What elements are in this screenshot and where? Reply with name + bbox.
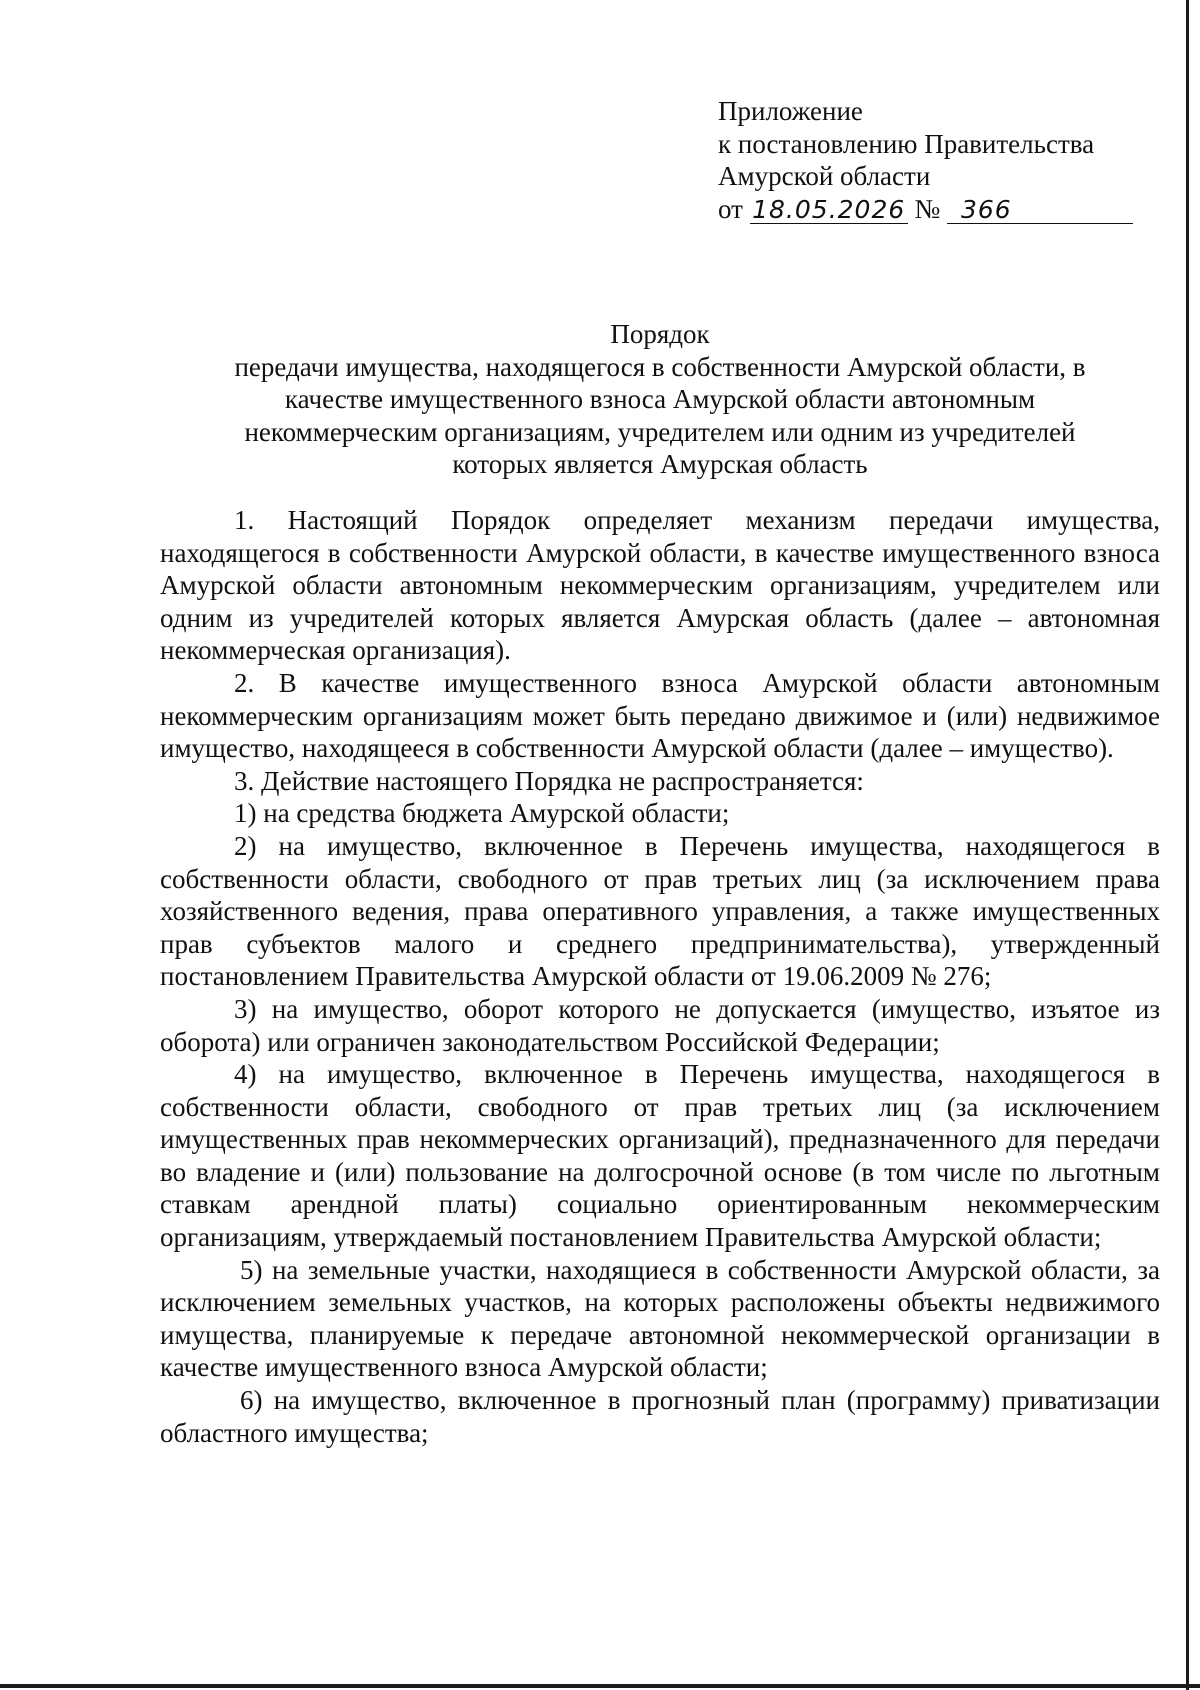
date-prefix: от <box>718 193 743 224</box>
handwritten-number: 366 <box>947 197 1133 224</box>
title-subtitle-line-1: передачи имущества, находящегося в собственности Амурской области, в <box>234 351 1086 382</box>
paragraph-1: 1. Настоящий Порядок определяет механизм передачи имущества, находящегося в собственности Амурской области, в качестве имущественного взноса Амурской области автономным некоммерческим организациям, учредителем или одним из учредителей которых является Амурская область (далее – автономная некоммерческая организация). <box>160 505 1160 666</box>
approval-line-appendix: Приложение <box>718 96 863 126</box>
scan-edge-bottom <box>0 1684 1200 1688</box>
title-subtitle-line-2: качестве имущественного взноса Амурской области автономным <box>284 384 1036 414</box>
title-heading: Порядок <box>610 319 710 349</box>
paragraph-3-item-1: 1) на средства бюджета Амурской области; <box>234 798 730 829</box>
paragraph-3-item-5: 5) на земельные участки, находящиеся в собственности Амурской области, за исключением земельных участков, на которых расположены объекты недвижимого имущества, планируемые к передаче автономной некоммерческой организации в качестве имущественного взноса Амурской области; <box>160 1254 1160 1383</box>
approval-block <box>718 95 1158 225</box>
paragraph-3-item-3: 3) на имущество, оборот которого не допускается (имущество, изъятое из оборота) или ограничен законодательством Российской Федерации; <box>160 993 1160 1057</box>
approval-line-resolution: к постановлению Правительства <box>718 128 1095 159</box>
number-sign: № <box>914 193 941 224</box>
scan-edge-right <box>1186 0 1189 1690</box>
approval-line-date-number <box>718 193 1158 226</box>
document-title <box>160 318 1160 481</box>
approval-line-region: Амурской области <box>718 161 931 191</box>
handwritten-date: 18.05.2026 <box>750 197 908 224</box>
paragraph-3-item-2: 2) на имущество, включенное в Перечень имущества, находящегося в собственности области, свободного от прав третьих лиц (за исключением права хозяйственного ведения, права оперативного управления, а также имущественных прав субъектов малого и среднего предпринимательства), утвержденный постановлением Правительства Амурской области от 19.06.2009 № 276; <box>160 830 1160 992</box>
paragraph-3-item-6: 6) на имущество, включенное в прогнозный план (программу) приватизации областного имущества; <box>160 1385 1160 1448</box>
paragraph-3-item-4: 4) на имущество, включенное в Перечень имущества, находящегося в собственности области, свободного от прав третьих лиц (за исключением имущественных прав некоммерческих организаций), предназначенного для передачи во владение и (или) пользование на долгосрочной основе (в том числе по льготным ставкам арендной платы) социально ориентированным некоммерческим организациям, утверждаемый постановлением Правительства Амурской области; <box>160 1059 1160 1253</box>
title-subtitle-line-4: которых является Амурская область <box>452 449 868 479</box>
paragraph-3: 3. Действие настоящего Порядка не распространяется: <box>234 765 864 796</box>
title-subtitle-line-3: некоммерческим организациям, учредителем или одним из учредителей <box>244 416 1076 447</box>
document-body <box>160 504 1160 1449</box>
paragraph-2: 2. В качестве имущественного взноса Амурской области автономным некоммерческим организациям может быть передано движимое и (или) недвижимое имущество, находящееся в собственности Амурской области (далее – имущество). <box>160 667 1160 764</box>
